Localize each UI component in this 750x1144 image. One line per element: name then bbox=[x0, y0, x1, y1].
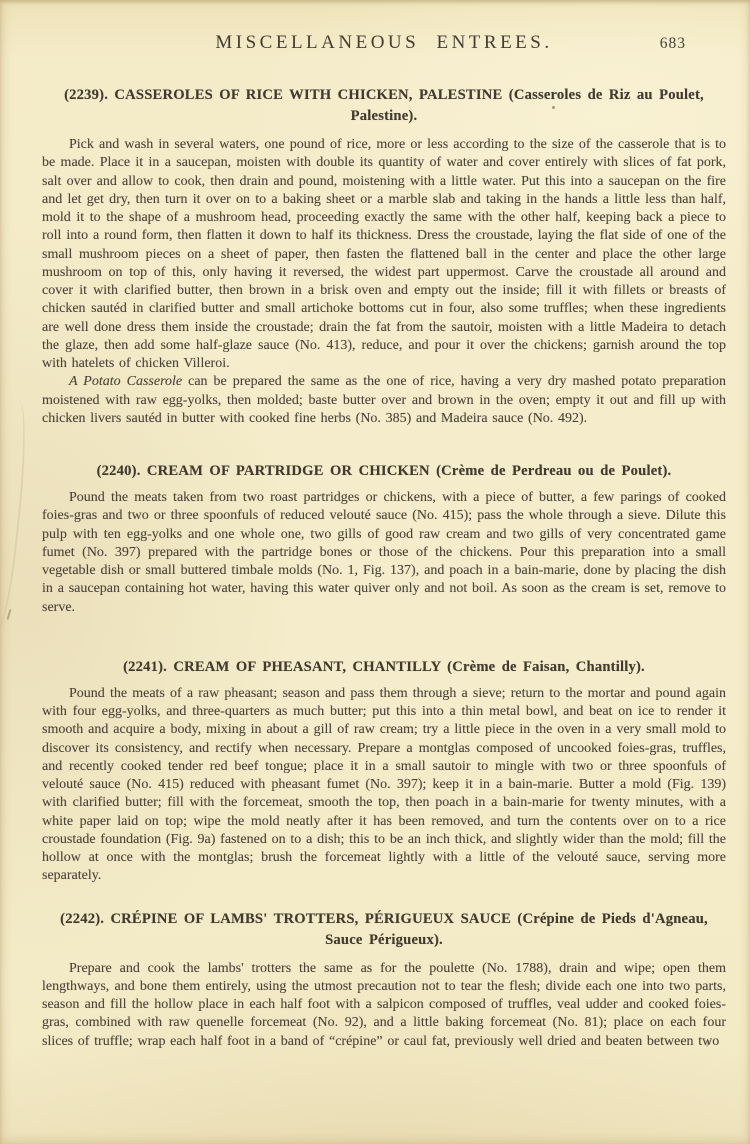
recipe-heading: (2240). CREAM OF PARTRIDGE OR CHICKEN (Crème de Perdreau ou de Poulet). bbox=[96, 463, 672, 479]
recipe-heading: (2242). CRÉPINE OF LAMBS' TROTTERS, PÉRIGUEUX SAUCE (Crépine de Pieds d'Agneau, Sauce Périgueux). bbox=[60, 910, 708, 948]
page-title: MISCELLANEOUS ENTREES. bbox=[215, 32, 553, 53]
recipe-paragraph: Prepare and cook the lambs' trotters the same as for the poulette (No. 1788), drain and wipe; open them lengthways, and bone them entirely, using the utmost precaution not to tear the flesh; divide each one into two parts, season and fill the hollow place in each half foot with a salpicon composed of truffles, veal udder and cooked foies-gras, combined with raw quenelle forcemeat (No. 92), and a little baking forcemeat (No. 81); place on each four slices of truffle; wrap each half foot in a band of “crépine” or caul fat, previously well dried and beaten between two bbox=[42, 960, 726, 1049]
recipe-heading: (2239). CASSEROLES OF RICE WITH CHICKEN, PALESTINE (Casseroles de Riz au Poulet, Palestine). bbox=[64, 87, 704, 124]
recipe-paragraph: Pound the meats taken from two roast partridges or chickens, with a piece of butter, a few parings of cooked foies-gras and two or three spoonfuls of reduced velouté sauce (No. 415); pass the whole through a sieve. Dilute this pulp with ten egg-yolks and one whole one, two gills of good raw cream and two gills of very concentrated game fumet (No. 397) prepared with the partridge bones or those of the chickens. Pour this preparation into a small vegetable dish or small buttered timbale molds (No. 1, Fig. 137), and poach in a bain-marie, done by placing the dish in a saucepan containing hot water, having this water quiver only and not boil. As soon as the cream is set, remove to serve. bbox=[42, 490, 726, 615]
recipe-paragraph: Pound the meats of a raw pheasant; season and pass them through a sieve; return to the mortar and pound again with four egg-yolks, and three-quarters as much butter; put this into a thin metal bowl, and beat on ice to render it smooth and acquire a body, mixing in about a gill of raw cream; try a little piece in the oven in a very small mold to discover its consistency, and rectify when necessary. Prepare a montglas composed of uncooked foies-gras, truffles, and recently cooked tender red beef tongue; place it in a small sautoir to mingle with two or three spoonfuls of velouté sauce (No. 415) reduced with pheasant fumet (No. 397); keep it in a bain-marie. Butter a mold (Fig. 139) with clarified butter; fill with the forcemeat, smooth the top, then poach in a bain-marie for twenty minutes, with a white paper laid on top; wipe the mold neatly after it has been removed, and turn the contents over on to a rice croustade foundation (Fig. 9a) fastened on to a dish; this to be an inch thick, and slightly wider than the mold; fill the hollow at once with the montglas; brush the forcemeat lightly with a little of the velouté sauce, serving more separately. bbox=[42, 685, 726, 884]
recipe-2240-cream-of-partridge bbox=[42, 461, 726, 617]
italic-lead: A Potato Casserole bbox=[69, 374, 183, 390]
recipe-2242-crepine-of-lambs-trotters bbox=[42, 909, 726, 1051]
recipe-2239-casseroles-of-rice bbox=[42, 85, 726, 428]
recipe-paragraph bbox=[42, 373, 726, 428]
paragraph-text: can be prepared the same as the one of rice, having a very dry mashed potato preparation moistened with raw egg-yolks, then molded; baste butter over and brown in the oven; empty it out and fill up with chicken livers sautéd in butter with cooked fine herbs (No. 385) and Madeira sauce (No. 492). bbox=[42, 374, 726, 426]
recipe-heading: (2241). CREAM OF PHEASANT, CHANTILLY (Crème de Faisan, Chantilly). bbox=[123, 658, 645, 675]
recipe-2241-cream-of-pheasant bbox=[42, 657, 726, 886]
recipe-paragraph: Pick and wash in several waters, one pound of rice, more or less according to the size of the casserole that is to be made. Place it in a saucepan, moisten with double its quantity of water and cover entirely with slices of fat pork, salt over and allow to cook, then drain and pound, moistening with a little water. Put this into a saucepan on the fire and let get dry, then turn it over on to a baking sheet or a marble slab and taking in the hands a little less than half, mold it to the shape of a mushroom head, proceeding exactly the same with the other half, keeping back a piece to roll into a round form, then flatten it down to half its thickness. Dress the croustade, laying the flat side of one of the small mushroom pieces on a sheet of paper, then fasten the flattened ball in the center and place the other large mushroom on top of this, only having it reversed, the widest part uppermost. Carve the croustade all around and cover it with clarified butter, then brown in a brisk oven and empty out the inside; fill it with fillets or breasts of chicken sautéd in clarified butter and small artichoke bottoms cut in four, also some truffles; when these ingredients are well done dress them inside the croustade; drain the fat from the sautoir, moisten with a little Madeira to detach the glaze, then add some half-glaze sauce (No. 413), reduce, and pour it over the chickens; garnish around the top with hatelets of chicken Villeroi. bbox=[42, 137, 726, 371]
page-content bbox=[0, 32, 750, 1051]
page-number: 683 bbox=[659, 35, 686, 52]
page-header bbox=[42, 32, 726, 56]
